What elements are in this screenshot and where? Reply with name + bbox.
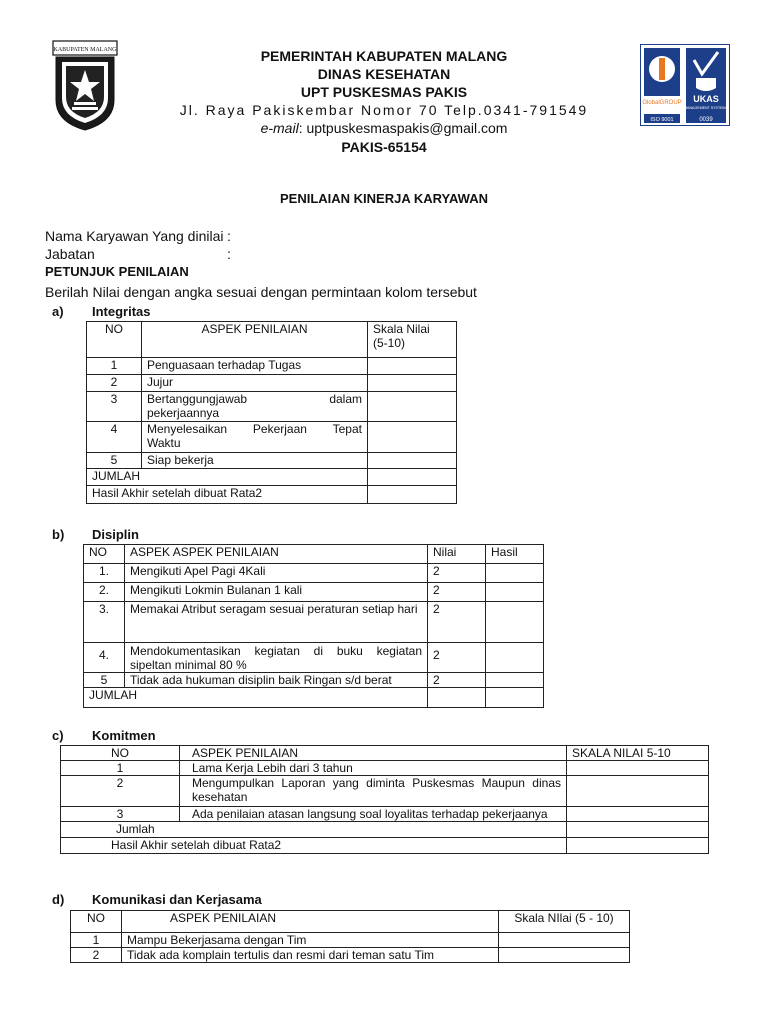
row-score-cell[interactable] [567,807,709,822]
final-label: Hasil Akhir setelah dibuat Rata2 [87,486,368,504]
document-title: PENILAIAN KINERJA KARYAWAN [279,191,489,206]
logo-number-text: 0039 [699,117,713,123]
final-cell[interactable] [567,838,709,854]
table-row [87,375,457,392]
section-title: Integritas [92,304,151,319]
total-result-cell[interactable] [486,688,544,708]
row-no: 1 [71,933,122,948]
row-aspect: Mengikuti Lokmin Bulanan 1 kali [125,583,428,602]
header-scale-line2: (5-10) [373,336,406,350]
header-aspect: ASPEK PENILAIAN [180,746,567,761]
table-row [61,807,709,822]
header-no: NO [84,545,125,564]
instructions-text: Berilah Nilai dengan angka sesuai dengan permintaan kolom tersebut [45,284,477,300]
total-cell[interactable] [368,469,457,486]
table-row [87,422,457,453]
final-row [87,486,457,504]
row-no: 1 [87,358,142,375]
row-aspect: Tidak ada komplain tertulis dan resmi dari teman satu Tim [122,948,499,963]
komunikasi-table [70,910,630,963]
row-result-cell[interactable] [486,602,544,643]
disiplin-table [83,544,544,708]
row-no: 4. [84,643,125,673]
row-aspect: Penguasaan terhadap Tugas [142,358,368,375]
header-scale: SKALA NILAI 5-10 [567,746,709,761]
row-no: 2 [71,948,122,963]
email-line [140,119,628,138]
total-value-cell[interactable] [428,688,486,708]
final-row [61,838,709,854]
table-row [84,643,544,673]
government-name: PEMERINTAH KABUPATEN MALANG [260,48,508,64]
table-header-row [84,545,544,564]
department-name: DINAS KESEHATAN [317,66,451,82]
row-score-cell[interactable] [368,375,457,392]
row-no: 1 [61,761,180,776]
table-row [84,583,544,602]
total-row [87,469,457,486]
row-aspect: Tidak ada hukuman disiplin baik Ringan s/d berat [125,673,428,688]
final-label: Hasil Akhir setelah dibuat Rata2 [61,838,567,854]
row-score-cell[interactable] [499,933,630,948]
row-result-cell[interactable] [486,564,544,583]
header-aspect: ASPEK PENILAIAN [122,911,499,933]
row-no: 2 [61,776,180,807]
logo-left-text: KABUPATEN MALANG [53,47,117,53]
row-score-cell[interactable] [368,358,457,375]
table-row [71,948,630,963]
row-score-cell[interactable] [368,453,457,469]
header-scale [368,322,457,358]
section-letter: d) [52,892,65,907]
row-no: 1. [84,564,125,583]
header-aspect: ASPEK ASPEK PENILAIAN [125,545,428,564]
kabupaten-malang-logo [52,40,118,132]
row-no: 2. [84,583,125,602]
table-row [71,933,630,948]
word: dalam [329,392,362,406]
komitmen-table [60,745,709,854]
instructions-heading: PETUNJUK PENILAIAN [45,264,189,279]
row-value: 2 [428,564,486,583]
row-no: 5 [84,673,125,688]
row-aspect: Ada penilaian atasan langsung soal loyalitas terhadap pekerjaanya [180,807,567,822]
unit-name: UPT PUSKESMAS PAKIS [300,84,468,100]
section-title: Disiplin [92,527,139,542]
total-row [84,688,544,708]
employee-name-label: Nama Karyawan Yang dinilai [45,228,224,244]
header-no: NO [61,746,180,761]
table-row [61,776,709,807]
position-label: Jabatan [45,246,95,262]
row-no: 4 [87,422,142,453]
row-score-cell[interactable] [499,948,630,963]
table-row [84,564,544,583]
row-score-cell[interactable] [368,392,457,422]
row-aspect-line2: pekerjaannya [147,406,220,420]
section-letter: b) [52,527,65,542]
employee-name-separator: : [227,228,231,244]
total-row [61,822,709,838]
table-header-row [87,322,457,358]
header-no: NO [87,322,142,358]
table-row [61,761,709,776]
total-cell[interactable] [567,822,709,838]
word: Pekerjaan [252,422,307,436]
section-letter: c) [52,728,64,743]
logo-ukas-text: UKAS [693,94,719,104]
row-no: 3. [84,602,125,643]
letterhead [140,47,628,156]
header-value: Nilai [428,545,486,564]
table-header-row [71,911,630,933]
section-letter: a) [52,304,64,319]
header-scale-line1: Skala Nilai [373,322,430,336]
row-score-cell[interactable] [368,422,457,453]
table-header-row [61,746,709,761]
total-label: JUMLAH [84,688,428,708]
header-scale: Skala NIlai (5 - 10) [499,911,630,933]
table-row [87,392,457,422]
table-row [84,602,544,643]
row-no: 2 [87,375,142,392]
iso-ukas-certification-logo [640,44,730,126]
section-title: Komitmen [92,728,156,743]
email-label: e-mail [260,120,299,136]
row-aspect: Mampu Bekerjasama dengan Tim [122,933,499,948]
row-value: 2 [428,583,486,602]
header-result: Hasil [486,545,544,564]
row-aspect: Siap bekerja [142,453,368,469]
row-aspect [142,392,368,422]
postal-code: PAKIS-65154 [341,139,427,155]
table-row [84,673,544,688]
row-score-cell[interactable] [567,761,709,776]
row-result-cell[interactable] [486,673,544,688]
total-label: JUMLAH [87,469,368,486]
row-aspect: Mendokumentasikan kegiatan di buku kegiatan sipeltan minimal 80 % [125,643,428,673]
row-no: 3 [61,807,180,822]
position-separator: : [227,246,231,262]
logo-iso-text: ISO 9001 [650,117,674,123]
row-aspect: Mengumpulkan Laporan yang diminta Puskesmas Maupun dinas kesehatan [180,776,567,807]
final-cell[interactable] [368,486,457,504]
row-score-cell[interactable] [567,776,709,807]
row-aspect: Memakai Atribut seragam sesuai peraturan setiap hari [125,602,428,643]
row-no: 5 [87,453,142,469]
row-result-cell[interactable] [486,643,544,673]
email-value: : uptpuskesmaspakis@gmail.com [298,120,508,136]
row-value: 2 [428,673,486,688]
section-title: Komunikasi dan Kerjasama [92,892,262,907]
row-aspect-line1 [147,422,362,436]
logo-global-text: GlobalGROUP [642,100,682,106]
row-aspect: Jujur [142,375,368,392]
header-no: NO [71,911,122,933]
header-aspect: ASPEK PENILAIAN [142,322,368,358]
row-value: 2 [428,602,486,643]
row-aspect [142,422,368,453]
table-row [87,453,457,469]
row-result-cell[interactable] [486,583,544,602]
employee-name-field [45,228,231,244]
word: Bertanggungjawab [147,392,248,406]
row-aspect: Mengikuti Apel Pagi 4Kali [125,564,428,583]
address: Jl. Raya Pakiskembar Nomor 70 Telp.0341-791549 [179,102,589,118]
position-field [45,246,231,262]
row-aspect-line2: Waktu [147,436,181,450]
table-row [87,358,457,375]
row-value: 2 [428,643,486,673]
logo-ukas-sub-text: MANAGEMENT SYSTEMS [684,106,728,110]
row-aspect-line1 [147,392,362,406]
word: Tepat [332,422,362,436]
integritas-table [86,321,457,504]
word: Menyelesaikan [147,422,228,436]
row-no: 3 [87,392,142,422]
row-aspect: Lama Kerja Lebih dari 3 tahun [180,761,567,776]
total-label: Jumlah [61,822,567,838]
